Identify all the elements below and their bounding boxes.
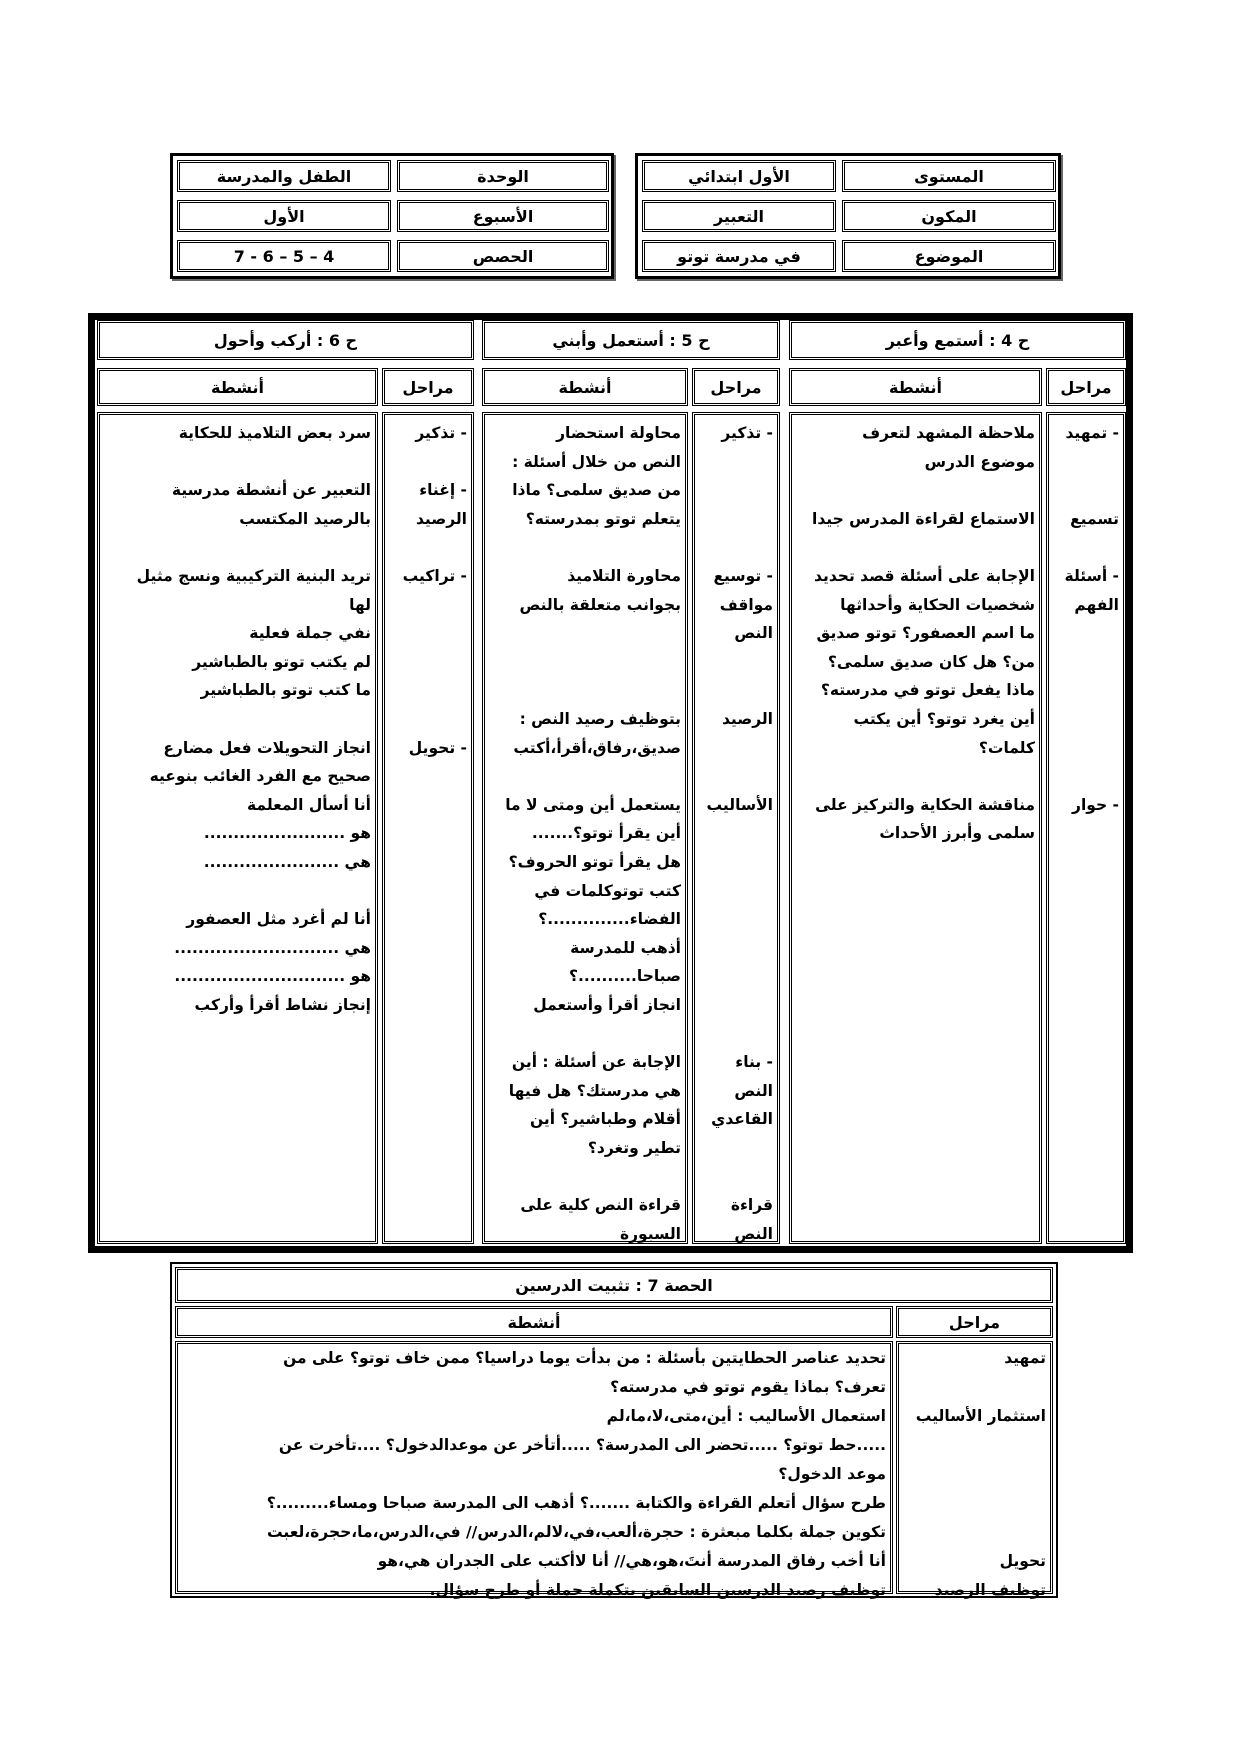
activity-line: الإجابة عن أسئلة : أين (511, 1053, 681, 1072)
activity-line: الفضاء..............؟ (538, 910, 681, 929)
stage-line (699, 762, 773, 791)
activity-line: محاولة استحضار (556, 424, 681, 442)
stage-line: - توسيع (713, 566, 773, 585)
activity-line: أنا لم أغرد مثل العصفور (186, 910, 371, 929)
stage-line (903, 1431, 1046, 1460)
activity-line: لها (349, 595, 371, 614)
stage-line (699, 848, 773, 877)
stage-line: استثمار الأساليب (915, 1407, 1046, 1425)
stage-line (389, 676, 467, 705)
stage-line (699, 1134, 773, 1163)
activity-line: سلمى وأبرز الأحداث (879, 824, 1035, 843)
stage-line: الأساليب (706, 795, 773, 814)
info-label-level: المستوى (842, 160, 1056, 192)
stage-line (699, 734, 773, 763)
activity-line: هو ........................ (203, 824, 371, 843)
session4-title: ح 4 : أستمع وأعبر (789, 320, 1126, 360)
session7-stages-cell (896, 1341, 1053, 1599)
activity-line (489, 676, 681, 705)
session6-stages-cell (382, 412, 474, 1244)
activity-line (104, 448, 371, 477)
activity-line (104, 533, 371, 562)
stage-line: النص (734, 1081, 773, 1100)
activity-line: ماذا يفعل توتو في مدرسته؟ (820, 681, 1035, 700)
stage-line: - تذكير (415, 424, 467, 442)
activity-line: هي ....................... (203, 852, 371, 871)
stage-line (699, 648, 773, 677)
session4-stages-header: مراحل (1046, 368, 1126, 406)
activity-line (489, 1019, 681, 1048)
activity-line: أنا أخب رفاق المدرسة أنتَ،هو،هي// أنا لاأكتب على الجدران هي،هو (377, 1552, 886, 1570)
activity-line: كتب توتوكلمات في (534, 881, 681, 900)
activity-line: موضوع الدرس (924, 452, 1035, 471)
activity-line (796, 533, 1035, 562)
activity-line: السبورة (619, 1224, 681, 1243)
session7-title: الحصة 7 : تثبيت الدرسين (175, 1267, 1053, 1303)
stage-line: تسميع (1070, 509, 1119, 528)
stage-line (903, 1460, 1046, 1489)
activity-line: من صديق سلمى؟ ماذا (512, 481, 681, 500)
session5-activities-cell (482, 412, 688, 1244)
stage-line (699, 676, 773, 705)
activity-line (489, 762, 681, 791)
info-value-unit: الطفل والمدرسة (177, 160, 391, 192)
stage-line (389, 591, 467, 620)
activity-line: أين يقرأ توتو؟....... (531, 824, 681, 843)
stage-line: النص (734, 1224, 773, 1243)
activity-line: أذهب للمدرسة (570, 938, 681, 957)
stage-line: الرصيد (721, 709, 773, 728)
activity-line: بجوانب متعلقة بالنص (519, 595, 681, 614)
activity-line (104, 877, 371, 906)
stage-line: - أسئلة (1064, 566, 1119, 585)
session5-title: ح 5 : أستعمل وأبني (482, 320, 780, 360)
activity-line: التعبير عن أنشطة مدرسية (171, 481, 371, 500)
activity-line: ما اسم العصفور؟ توتو صديق (816, 624, 1035, 643)
stage-line: - إغناء (419, 481, 467, 500)
stage-line (699, 1162, 773, 1191)
stage-line (1053, 619, 1119, 648)
stage-line (389, 533, 467, 562)
stage-line (1053, 533, 1119, 562)
activity-line: استعمال الأساليب : أين،متى،لا،ما،لم (606, 1407, 886, 1425)
stage-line: - تذكير (721, 424, 773, 442)
activity-line (489, 533, 681, 562)
info-label-component: المكون (842, 200, 1056, 232)
activity-line: الإجابة على أسئلة قصد تحديد (814, 566, 1035, 585)
activity-line: انجاز التحويلات فعل مضارع (163, 738, 371, 757)
activity-line: .....حط توتو؟ .....تحضر الى المدرسة؟ .....أتأخر عن موعدالدخول؟ ....تأخرت عن (278, 1436, 886, 1454)
activity-line: تحديد عناصر الحطايتين بأسئلة : من بدأت يوما دراسيا؟ ممن خاف توتو؟ على من (283, 1349, 886, 1367)
activity-line: يستعمل أين ومتى لا ما (505, 795, 681, 814)
info-value-topic: في مدرسة توتو (642, 240, 836, 272)
activity-line (796, 762, 1035, 791)
stage-line: تمهيد (1004, 1349, 1046, 1367)
stage-line: الفهم (1074, 595, 1119, 614)
stage-line (699, 505, 773, 534)
info-value-week: الأول (177, 200, 391, 232)
stage-line: قراءة (730, 1196, 773, 1215)
stage-line (1053, 705, 1119, 734)
activity-line: صباحا..........؟ (569, 967, 681, 986)
activity-line (489, 619, 681, 648)
stage-line (699, 1019, 773, 1048)
stage-line: - تحويل (408, 738, 467, 757)
activity-line: انجاز أقرأ وأستعمل (533, 995, 681, 1014)
session5-stages-cell (692, 412, 780, 1244)
stage-line: النص (734, 624, 773, 643)
stage-line (699, 905, 773, 934)
info-label-week: الأسبوع (397, 200, 609, 232)
info-table-left (170, 153, 614, 279)
activity-line: نفي جملة فعلية (249, 624, 371, 643)
session7-activities-cell (175, 1341, 893, 1599)
session7-activities-header: أنشطة (175, 1306, 893, 1338)
activity-line: أين يغرد توتو؟ أين يكتب (853, 709, 1035, 728)
activity-line: سرد بعض التلاميذ للحكاية (178, 424, 371, 442)
info-label-unit: الوحدة (397, 160, 609, 192)
activity-line: صحيح مع الفرد الغائب بنوعيه (149, 767, 371, 786)
stage-line (699, 533, 773, 562)
activity-line: قراءة النص كلية على (520, 1196, 681, 1215)
stage-line (903, 1489, 1046, 1518)
activity-line: أقلام وطباشير؟ أين (529, 1110, 681, 1129)
stage-line: توظيف الرصيد (934, 1581, 1046, 1599)
stage-line: مواقف (719, 595, 773, 614)
stage-line (699, 877, 773, 906)
session5-stages-header: مراحل (692, 368, 780, 406)
activity-line: هي مدرستك؟ هل فيها (508, 1081, 681, 1100)
stage-line (699, 448, 773, 477)
activity-line: ما كتب توتو بالطباشير (200, 681, 371, 700)
stage-line (1053, 648, 1119, 677)
activity-line: لم يكتب توتو بالطباشير (192, 652, 371, 671)
activity-line: هي ............................ (174, 938, 371, 957)
stage-line: القاعدي (711, 1110, 773, 1129)
info-table-right (635, 153, 1061, 279)
info-label-sessions: الحصص (397, 240, 609, 272)
stage-line (903, 1373, 1046, 1402)
session7-stages-header: مراحل (896, 1306, 1053, 1338)
activity-line: الاستماع لقراءة المدرس جيدا (812, 509, 1035, 528)
stage-line: - تمهيد (1065, 424, 1119, 442)
activity-line: تريد البنية التركيبية ونسج مثيل (136, 566, 371, 585)
info-value-component: التعبير (642, 200, 836, 232)
stage-line (389, 448, 467, 477)
stage-line (1053, 762, 1119, 791)
session6-stages-header: مراحل (382, 368, 474, 406)
activity-line: شخصيات الحكاية وأحداثها (840, 595, 1035, 614)
stage-line (1053, 734, 1119, 763)
activity-line (489, 648, 681, 677)
activity-line: تطير وتغرد؟ (587, 1138, 681, 1157)
session4-activities-cell (789, 412, 1042, 1244)
activity-line: توظيف رصيد الدرسين السابقين بتكملة جملة أو طرح سؤال. (429, 1581, 886, 1599)
activity-line: ملاحظة المشهد لتعرف (862, 424, 1035, 442)
activity-line: صديق،رفاق،أقرأ،أكتب (513, 738, 681, 757)
activity-line: تكوين جملة بكلما مبعثرة : حجرة،ألعب،في،لالم،الدرس// في،الدرس،ما،حجرة،لعبت (266, 1523, 886, 1541)
stage-line: - بناء (735, 1053, 773, 1072)
activity-line: هل يقرأ توتو الحروف؟ (508, 852, 681, 871)
stage-line: - حوار (1072, 795, 1119, 814)
activity-line: موعد الدخول؟ (778, 1465, 886, 1483)
stage-line (1053, 676, 1119, 705)
stage-line: تحويل (999, 1552, 1046, 1570)
activity-line: إنجاز نشاط أقرأ وأركب (194, 995, 371, 1014)
activity-line (104, 705, 371, 734)
activity-line: محاورة التلاميذ (567, 566, 681, 585)
stage-line (699, 991, 773, 1020)
session5-activities-header: أنشطة (482, 368, 688, 406)
activity-line (796, 476, 1035, 505)
activity-line (489, 1162, 681, 1191)
stage-line (1053, 476, 1119, 505)
activity-line: مناقشة الحكاية والتركيز على (815, 795, 1035, 814)
session6-title: ح 6 : أركب وأحول (97, 320, 474, 360)
activity-line: طرح سؤال أتعلم القراءة والكتابة .......؟ أذهب الى المدرسة صباحا ومساء.........؟ (266, 1494, 886, 1512)
stage-line: الرصيد (415, 509, 467, 528)
info-value-level: الأول ابتدائي (642, 160, 836, 192)
stage-line (699, 819, 773, 848)
info-value-sessions: 7 - 6 – 5 – 4 (177, 240, 391, 272)
activity-line: تعرف؟ بماذا يقوم توتو في مدرسته؟ (610, 1378, 886, 1396)
stage-line (699, 934, 773, 963)
stage-line (389, 619, 467, 648)
stage-line (389, 648, 467, 677)
session6-activities-cell (97, 412, 378, 1244)
activity-line: النص من خلال أسئلة : (512, 452, 681, 471)
activity-line: بتوظيف رصيد النص : (519, 709, 681, 728)
session4-activities-header: أنشطة (789, 368, 1042, 406)
info-label-topic: الموضوع (842, 240, 1056, 272)
stage-line: - تراكيب (402, 566, 467, 585)
activity-line: كلمات؟ (978, 738, 1035, 757)
session4-stages-cell (1046, 412, 1126, 1244)
activity-line: أنا أسأل المعلمة (247, 795, 371, 814)
session7-table (170, 1262, 1058, 1598)
session6-activities-header: أنشطة (97, 368, 378, 406)
stage-line (699, 962, 773, 991)
activity-line: من؟ هل كان صديق سلمى؟ (827, 652, 1035, 671)
stage-line (903, 1518, 1046, 1547)
activity-line: هو ............................. (174, 967, 371, 986)
stage-line (699, 476, 773, 505)
activity-line: يتعلم توتو بمدرسته؟ (525, 509, 681, 528)
activity-line: بالرصيد المكتسب (239, 509, 371, 528)
stage-line (1053, 448, 1119, 477)
stage-line (389, 705, 467, 734)
